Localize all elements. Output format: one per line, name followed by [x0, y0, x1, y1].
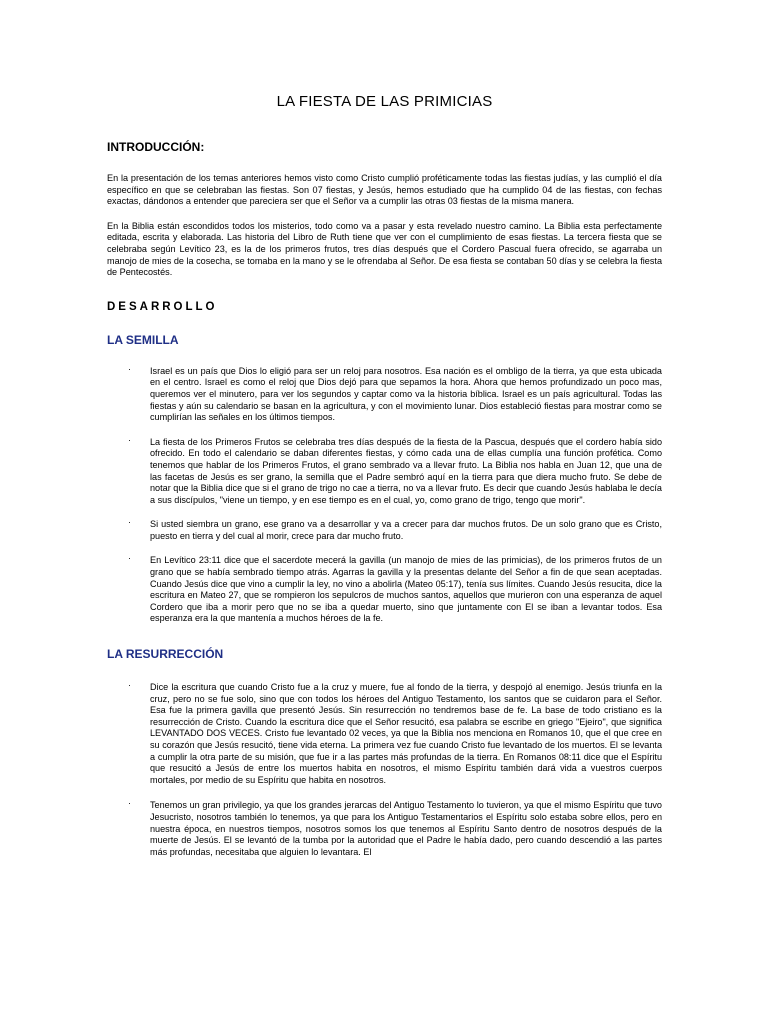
list-item-text: Israel es un país que Dios lo eligió para ser un reloj para nosotros. Esa nación es el ombligo de la tierra, ya que esta ubicada en el centro. Israel es como el reloj que Dios dejó para que sepamos la hora. Ahora que hemos profundizado un poco mas, queremos ver el minutero, para ver los segundos y captar como va la historia bíblica. Israel es un país agricultural. Todas las fiestas y aún su calendario se basan en la agricultura, y con el movimiento lunar. Dios estableció fiestas para mostrar como se cumplirían las señales en los últimos tiempos.: [150, 365, 662, 423]
list-item-text: La fiesta de los Primeros Frutos se celebraba tres días después de la fiesta de la Pascua, después que el cordero había sido ofrecido. En todo el calendario se daban diferentes fiestas, y cómo cada una de ellas cumplía una función profética. Como tenemos que hablar de los Primeros Frutos, el grano sembrado va a llevar fruto. La Biblia nos habla en Juan 12, que una de las facetas de Jesús es ser grano, la semilla que el Padre sembró aquí en la tierra para que diera mucho fruto. Se debe de notar que la Biblia dice que si el grano de trigo no cae a tierra, no va a llevar fruto. Es decir que cuando Jesús hablaba le decía a sus discípulos, "viene un tiempo, y en ese tiempo es en el cual, yo, como grano de trigo, tengo que morir".: [150, 436, 662, 505]
list-item-text: En Levítico 23:11 dice que el sacerdote mecerá la gavilla (un manojo de mies de las primicias), de los primeros frutos de un grano que se había sembrado tiempo atrás. Agarras la gavilla y la presentas delante del Señor a fin de que sean aceptadas. Cuando Jesús dice que vino a cumplir la ley, no vino a abolirla (Mateo 05:17), tenía sus límites. Cuando Jesús resucita, dice la escritura en Mateo 27, que se rompieron los sepulcros de muchos santos, aquellos que murieron con una esperanza de aquel Cordero que iba a morir pero que no se iba a quedar muerto, sino que juntamente con El se iban a levantar todos. Esa esperanza era la que mantenía a muchos héroes de la fe.: [150, 555, 662, 624]
section-heading-semilla: LA SEMILLA: [107, 332, 179, 347]
list-item: [107, 682, 662, 786]
list-item: [107, 519, 662, 542]
list-item: [107, 363, 662, 424]
resurreccion-list: [107, 682, 662, 858]
list-item-text: Dice la escritura que cuando Cristo fue a la cruz y muere, fue al fondo de la tierra, y despojó al enemigo. Jesús triunfa en la cruz, pero no se fue solo, sino que con todos los héroes del Antiguo Testamento, los santos que se cuidaron para el Señor. Esa fue la primera gavilla que presentó Jesús. Sin resurrección no tendremos base de fe. La base de todo cristiano es la resurrección de Cristo. Cuando la escritura dice que el Señor resucitó, esa palabra se escribe en griego "Ejeiro", que significa LEVANTADO DOS VECES. Cristo fue levantado 02 veces, ya que la Biblia nos menciona en Romanos 10, que el que cree en su corazón que Jesús resucitó, tiene vida eterna. La primera vez fue cuando Cristo fue levantado de los muertos. El se levanta a cumplir la otra parte de su misión, que fue ir a las partes más profundas de la tierra. En Romanos 08:11 dice que el Espíritu que resucitó a Jesús de entre los muertos habita en nosotros, el mismo Espíritu también dará vida a vuestros cuerpos mortales, por medio de su Espíritu que habita en nosotros.: [150, 682, 662, 785]
intro-paragraph-1: En la presentación de los temas anteriores hemos visto como Cristo cumplió proféticamente todas las fiestas judías, y las cumplió el día específico en que se celebraban las fiestas. Son 07 fiestas, y Jesús, hemos estudiado que ha cumplido 04 de las fiestas, con fechas exactas, dándonos a entender que pareciera ser que el Señor va a cumplir las otras 03 fiestas de la misma manera.: [107, 173, 662, 207]
bullet-icon: ·: [128, 517, 131, 528]
list-item: [107, 555, 662, 625]
list-item-text: Tenemos un gran privilegio, ya que los grandes jerarcas del Antiguo Testamento lo tuvieron, ya que el mismo Espíritu que tuvo Jesucristo, nosotros también lo tenemos, ya que para los Antiguo Testamentarios el Espíritu solo estaba sobre ellos, pero en nuestra época, en nuestros tiempos, nosotros somos los que tenemos al Espíritu Santo dentro de nosotros después de la muerte de Jesús. El se levantó de la tumba por la autoridad que el Padre le había dado, pero cuando descendió a las partes más profundas, necesitaba que alguien lo levantara. El: [150, 800, 662, 857]
bullet-icon: ·: [128, 798, 131, 809]
desarrollo-heading: DESARROLLO: [107, 300, 218, 313]
intro-heading: INTRODUCCIÓN:: [107, 140, 205, 154]
section-heading-resurreccion: LA RESURRECCIÓN: [107, 647, 224, 662]
bullet-icon: ·: [128, 553, 131, 564]
intro-paragraph-2: En la Biblia están escondidos todos los misterios, todo como va a pasar y esta revelado nuestro camino. La Biblia esta perfectamente editada, escrita y elaborada. Las historia del Libro de Ruth tiene que ver con el cumplimiento de esas fiestas. La tercera fiesta que se celebraba según Levítico 23, es la de los primeros frutos, tres días después que el Cordero Pascual fuera ofrecido, se agarraba un manojo de mies de la cosecha, se tomaba en la mano y se le ofrendaba al Señor. De esa fiesta se contaban 50 días y se celebra la fiesta de Pentecostés.: [107, 220, 662, 278]
document-title: LA FIESTA DE LAS PRIMICIAS: [276, 93, 493, 110]
semilla-list: [107, 363, 662, 625]
list-item: [107, 800, 662, 858]
list-item: [107, 434, 662, 507]
bullet-icon: ·: [128, 434, 131, 445]
bullet-icon: ·: [128, 680, 131, 691]
list-item-text: Si usted siembra un grano, ese grano va a desarrollar y va a crecer para dar muchos frutos. De un solo grano que es Cristo, puesto en tierra y del cual al morir, crece para dar mucho fruto.: [150, 519, 662, 541]
bullet-icon: ·: [128, 363, 131, 374]
